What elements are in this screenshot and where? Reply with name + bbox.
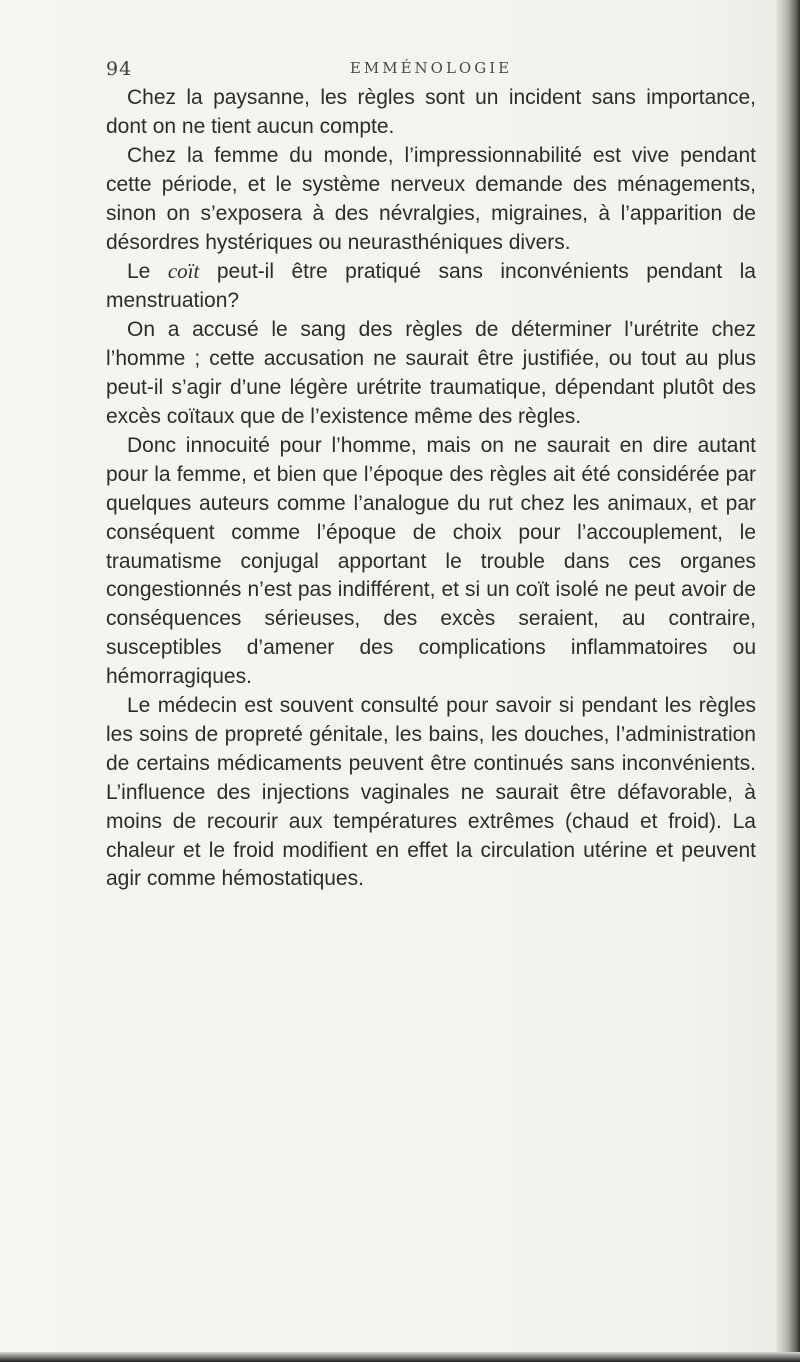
book-spine-shadow bbox=[776, 0, 800, 1362]
paragraph-2: Chez la femme du monde, l’impressionnabilité est vive pendant cette période, et le système nerveux demande des ménagements, sinon on s’exposera à des névralgies, migraines, à l’apparition de désordres hystériques ou neurasthéniques divers. bbox=[106, 143, 756, 254]
italic-term: coït bbox=[167, 259, 200, 284]
paragraph-3-before: Le bbox=[127, 260, 168, 284]
body-text bbox=[106, 84, 756, 894]
page-bottom-edge bbox=[0, 1352, 800, 1362]
page-header bbox=[106, 58, 756, 86]
paragraph-3 bbox=[106, 257, 756, 316]
paragraph-6: Le médecin est souvent consulté pour savoir si pendant les règles les soins de propreté génitale, les bains, les douches, l’administration de certains médicaments peuvent être continués sans inconvénients. L’influence des injections vaginales ne saurait être défavorable, à moins de recourir aux températures extrêmes (chaud et froid). La chaleur et le froid modifient en effet la circulation utérine et peuvent agir comme hémostatiques. bbox=[106, 694, 756, 891]
paragraph-4: On a accusé le sang des règles de déterminer l’urétrite chez l’homme ; cette accusation ne saurait être justifiée, ou tout au plus peut-il s’agir d’une légère urétrite traumatique, dépendant plutôt des excès coïtaux que de l’existence même des règles. bbox=[106, 318, 756, 428]
page-number: 94 bbox=[106, 58, 133, 80]
paragraph-1: Chez la paysanne, les règles sont un incident sans importance, dont on ne tient aucun compte. bbox=[106, 86, 756, 138]
paragraph-3-after: peut-il être pratiqué sans inconvénients pendant la menstruation? bbox=[106, 260, 756, 313]
paragraph-5: Donc innocuité pour l’homme, mais on ne saurait en dire autant pour la femme, et bien que l’époque des règles ait été considérée par quelques auteurs comme l’analogue du rut chez les animaux, et par conséquent comme l’époque de choix pour l’accouplement, le traumatisme conjugal apportant le trouble dans ces organes congestionnés n’est pas indifférent, et si un coït isolé ne peut avoir de conséquences sérieuses, des excès seraient, au contraire, susceptibles d’amener des complications inflammatoires ou hémorragiques. bbox=[106, 433, 756, 689]
running-head: EMMÉNOLOGIE bbox=[349, 59, 513, 77]
